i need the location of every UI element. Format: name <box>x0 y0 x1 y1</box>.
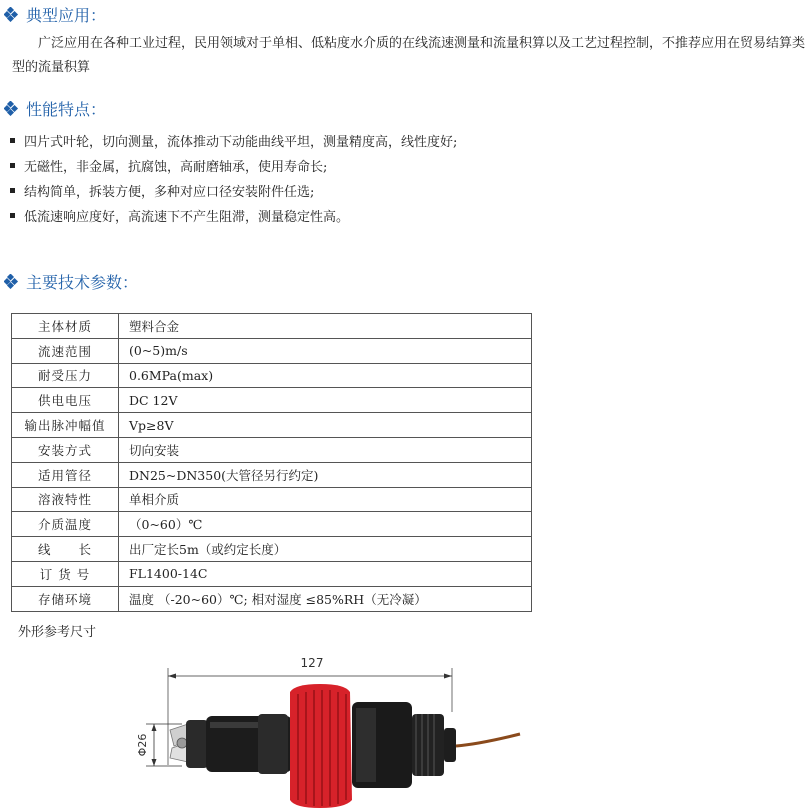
feature-text: 低流速响应度好，高流速下不产生阻滞，测量稳定性高。 <box>24 210 350 225</box>
applications-text <box>12 32 806 80</box>
feature-text: 结构简单，拆装方便，多种对应口径安装附件任选; <box>24 185 315 200</box>
features-heading <box>4 97 106 120</box>
table-row <box>12 586 532 611</box>
table-row <box>12 413 532 438</box>
spec-key: 耐受压力 <box>12 363 119 388</box>
spec-key: 供电电压 <box>12 388 119 413</box>
applications-body: 广泛应用在各种工业过程，民用领域对于单相、低粘度水介质的在线流速测量和流量积算以及工艺过程控制，不推荐应用在贸易结算类型的流量积算 <box>12 36 806 75</box>
spec-table <box>11 313 532 612</box>
bullet-square-icon <box>10 163 15 168</box>
feature-text: 无磁性，非金属，抗腐蚀，高耐磨轴承，使用寿命长; <box>24 160 328 175</box>
diamond-icon <box>4 274 19 289</box>
list-item <box>10 203 457 228</box>
table-row <box>12 363 532 388</box>
spec-value: (0~5)m/s <box>119 338 532 363</box>
spec-key: 线 长 <box>12 537 119 562</box>
length-label: 127 <box>300 656 324 670</box>
applications-title: 典型应用： <box>26 6 107 25</box>
list-item <box>10 128 457 153</box>
spec-value: 0.6MPa(max) <box>119 363 532 388</box>
spec-value: DN25~DN350(大管径另行约定) <box>119 462 532 487</box>
table-row <box>12 338 532 363</box>
bullet-square-icon <box>10 138 15 143</box>
specs-title: 主要技术参数： <box>26 273 139 292</box>
diamond-icon <box>4 101 19 116</box>
spec-key: 输出脉冲幅值 <box>12 413 119 438</box>
spec-key: 主体材质 <box>12 314 119 339</box>
list-item <box>10 178 457 203</box>
spec-value: 温度 （-20~60）℃; 相对湿度 ≤85%RH（无冷凝） <box>119 586 532 611</box>
flow-sensor-illustration <box>130 650 530 808</box>
spec-key: 溶液特性 <box>12 487 119 512</box>
bullet-square-icon <box>10 213 15 218</box>
sensor-figure <box>130 650 530 808</box>
diamond-icon <box>4 7 19 22</box>
spec-key: 安装方式 <box>12 437 119 462</box>
spec-value: 切向安装 <box>119 437 532 462</box>
table-row <box>12 462 532 487</box>
applications-heading <box>4 3 106 26</box>
spec-key: 存储环境 <box>12 586 119 611</box>
table-row <box>12 561 532 586</box>
feature-text: 四片式叶轮，切向测量，流体推动下动能曲线平坦，测量精度高，线性度好; <box>24 135 458 150</box>
spec-value: 单相介质 <box>119 487 532 512</box>
spec-value: 出厂定长5m（或约定长度） <box>119 537 532 562</box>
table-row <box>12 537 532 562</box>
spec-key: 适用管径 <box>12 462 119 487</box>
features-title: 性能特点： <box>26 100 107 119</box>
list-item <box>10 153 457 178</box>
spec-value: （0~60）℃ <box>119 512 532 537</box>
table-row <box>12 437 532 462</box>
spec-value: Vp≥8V <box>119 413 532 438</box>
features-list <box>10 128 457 228</box>
spec-key: 流速范围 <box>12 338 119 363</box>
bullet-square-icon <box>10 188 15 193</box>
sensor-head <box>186 720 208 768</box>
impeller-hub <box>177 738 187 748</box>
spec-value: FL1400-14C <box>119 561 532 586</box>
table-row <box>12 314 532 339</box>
specs-heading <box>4 270 138 293</box>
spec-key: 订 货 号 <box>12 561 119 586</box>
table-row <box>12 487 532 512</box>
cable <box>456 734 520 746</box>
spec-value: DC 12V <box>119 388 532 413</box>
diameter-label: Φ26 <box>136 733 149 757</box>
spec-value: 塑料合金 <box>119 314 532 339</box>
spec-key: 介质温度 <box>12 512 119 537</box>
table-row <box>12 512 532 537</box>
figure-caption: 外形参考尺寸 <box>18 625 97 640</box>
table-row <box>12 388 532 413</box>
